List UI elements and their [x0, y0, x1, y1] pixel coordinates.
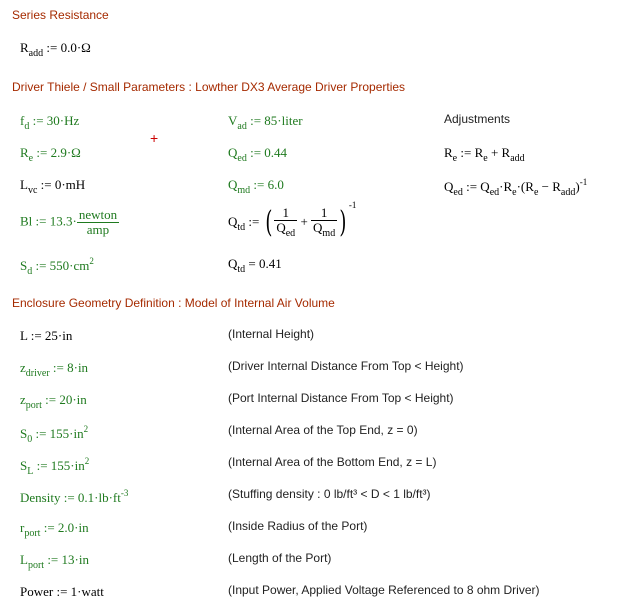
- enclosure-description-2: (Port Internal Distance From Top < Height): [228, 391, 454, 405]
- adjustments-label: Adjustments: [444, 112, 511, 126]
- enclosure-definition-8[interactable]: Power := 1·watt: [20, 584, 104, 599]
- enclosure-definition-1[interactable]: $z_{driver}$ := 8·in: [20, 360, 89, 379]
- enclosure-description-6: (Inside Radius of the Port): [228, 519, 368, 533]
- enclosure-definition-6[interactable]: $r_{port}$ := 2.0·in: [20, 520, 89, 539]
- qed-adjustment[interactable]: $Q_{ed}$ := $Q_{ed}\cdot R_e\cdot(R_e - R_{add})^{-1}$: [444, 177, 588, 198]
- qtd-definition[interactable]: $Q_{td}$ := ( $\frac{1}{Q_{ed}}$ + $\frac{1}{Q_{md}}$ )$^{-1}$: [228, 200, 357, 241]
- re-definition[interactable]: $R_e$ := 2.9·Ω: [20, 145, 81, 164]
- series-resistance-header: Series Resistance: [12, 8, 109, 22]
- vad-definition[interactable]: $V_{ad}$ := 85·liter: [228, 113, 303, 132]
- driver-params-header: Driver Thiele / Small Parameters : Lowther DX3 Average Driver Properties: [12, 80, 406, 94]
- enclosure-description-8: (Input Power, Applied Voltage Referenced to 8 ohm Driver): [228, 583, 540, 597]
- sd-definition[interactable]: $S_d$ := $550\cdot cm^2$: [20, 256, 94, 277]
- qmd-definition[interactable]: $Q_{md}$ := 6.0: [228, 177, 284, 196]
- enclosure-definition-0[interactable]: L := 25·in: [20, 328, 73, 343]
- lvc-definition[interactable]: $L_{vc}$ := 0·mH: [20, 177, 86, 196]
- radd-definition[interactable]: $R_{add}$ := 0.0·Ω: [20, 40, 91, 59]
- enclosure-description-0: (Internal Height): [228, 327, 315, 341]
- enclosure-description-3: (Internal Area of the Top End, z = 0): [228, 423, 418, 437]
- re-adjustment[interactable]: $R_e$ := $R_e + R_{add}$: [444, 145, 525, 164]
- enclosure-definition-2[interactable]: $z_{port}$ := 20·in: [20, 392, 87, 411]
- enclosure-definition-4[interactable]: $S_L$ := $155\cdot in^2$: [20, 456, 90, 477]
- fd-definition[interactable]: $f_d$ := 30·Hz: [20, 113, 80, 132]
- enclosure-definition-5[interactable]: Density := $0.1\cdot lb\cdot ft^{-3}$: [20, 488, 129, 505]
- enclosure-header: Enclosure Geometry Definition : Model of Internal Air Volume: [12, 296, 335, 310]
- enclosure-description-4: (Internal Area of the Bottom End, z = L): [228, 455, 437, 469]
- enclosure-description-5: (Stuffing density : 0 lb/ft³ < D < 1 lb/ft³): [228, 487, 431, 501]
- enclosure-definition-3[interactable]: $S_0$ := $155\cdot in^2$: [20, 424, 89, 445]
- plus-marker-icon: +: [150, 130, 159, 146]
- enclosure-description-1: (Driver Internal Distance From Top < Height): [228, 359, 464, 373]
- qed-definition[interactable]: $Q_{ed}$ := 0.44: [228, 145, 288, 164]
- enclosure-definition-7[interactable]: $L_{port}$ := 13·in: [20, 552, 89, 571]
- bl-definition[interactable]: Bl := 13.3· $\frac{\text{newton}}{\text{amp}}$: [20, 207, 118, 237]
- qtd-result: $Q_{td} = 0.41$: [228, 256, 282, 275]
- enclosure-description-7: (Length of the Port): [228, 551, 332, 565]
